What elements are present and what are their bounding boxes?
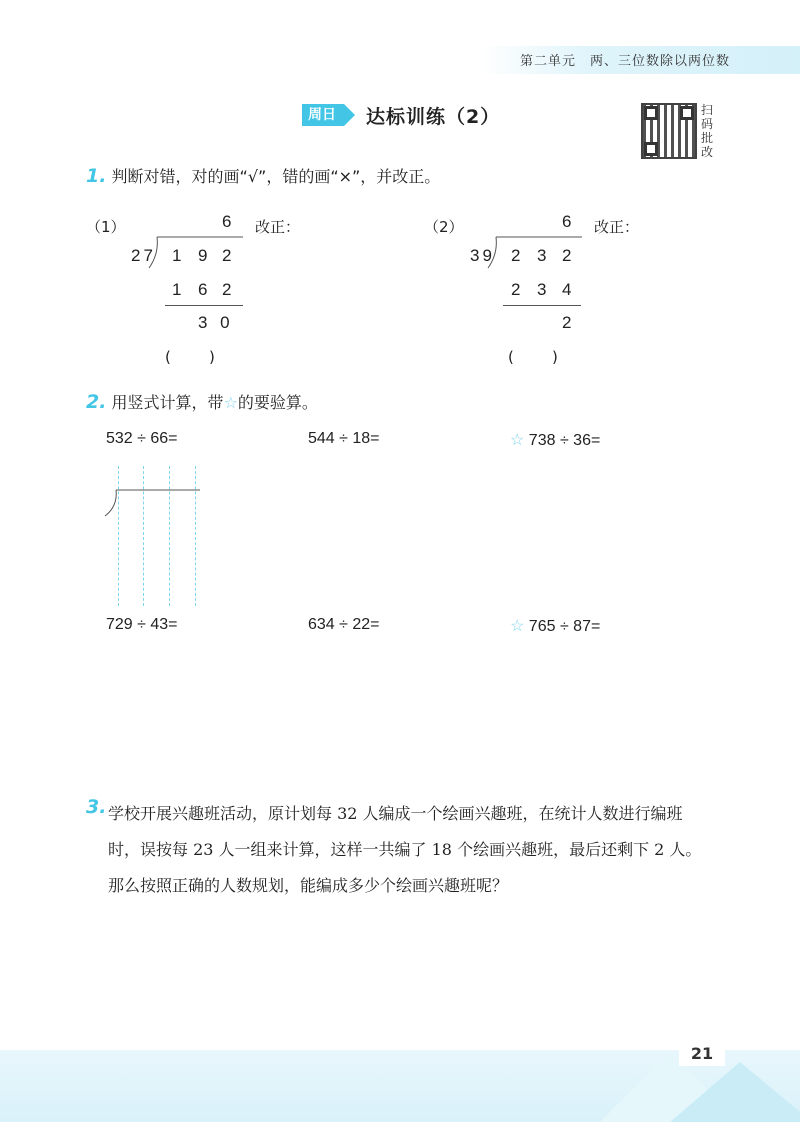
problem-1-product-digit: 2 (222, 280, 232, 299)
question-2-header (86, 390, 318, 413)
problem-1-quotient: 6 (222, 212, 232, 231)
problem-2-answer-paren[interactable]: ( ) (508, 348, 558, 366)
problem-2-subtract-line (503, 305, 581, 306)
problem-1-dividend-digit: 9 (198, 246, 208, 265)
problem-1-product-digit: 1 (172, 280, 182, 299)
question-3-line: 学校开展兴趣班活动，原计划每 32 人编成一个绘画兴趣班，在统计人数进行编班 (108, 804, 683, 823)
problem-2-dividend-digit: 3 (537, 246, 547, 265)
calc-item: 634 ÷ 22= (308, 616, 380, 633)
topic-label: 两、三位数除以两位数 (590, 54, 731, 69)
problem-2-remainder: 2 (562, 313, 572, 332)
qr-corner (680, 106, 694, 120)
page-title: 达标训练（2） (366, 106, 501, 128)
problem-1-subtract-line (165, 305, 243, 306)
header-text (520, 50, 744, 69)
problem-1-dividend-digit: 2 (222, 246, 232, 265)
guide-dashed-line (143, 466, 144, 606)
guide-dashed-line (195, 466, 196, 606)
problem-2-product-digit: 4 (562, 280, 572, 299)
question-3-line: 那么按照正确的人数规划，能编成多少个绘画兴趣班呢？ (108, 876, 509, 895)
problem-1-dividend-digit: 1 (172, 246, 182, 265)
division-guide-bracket (100, 486, 204, 518)
calc-item-check (510, 616, 600, 636)
qr-corner (644, 106, 658, 120)
problem-2-quotient: 6 (562, 212, 572, 231)
question-text-after: 的要验算。 (237, 393, 318, 412)
problem-1-divisor: 27 (131, 246, 156, 265)
problem-1-product-digit: 6 (198, 280, 208, 299)
question-text: 判断对错，对的画“√”，错的画“×”，并改正。 (111, 167, 441, 186)
question-number: 1. (86, 165, 107, 187)
problem-2-dividend-digit: 2 (562, 246, 572, 265)
problem-2-dividend-digit: 2 (511, 246, 521, 265)
problem-2-fix-label: 改正： (594, 218, 640, 236)
guide-dashed-line (169, 466, 170, 606)
qr-label: 扫码批改 (701, 103, 714, 159)
question-text-before: 用竖式计算，带 (111, 393, 224, 412)
problem-1-remainder: 3 0 (198, 313, 230, 332)
calc-expression: 765 ÷ 87= (528, 618, 601, 635)
question-number: 3. (86, 796, 107, 818)
problem-1-answer-paren[interactable]: ( ) (165, 348, 215, 366)
star-icon: ☆ (510, 432, 525, 449)
calc-item-check (510, 430, 600, 450)
unit-label: 第二单元 (520, 54, 577, 69)
calc-item: 544 ÷ 18= (308, 430, 380, 447)
qr-corner (644, 142, 658, 156)
problem-2-label: （2） (424, 218, 464, 236)
question-number: 2. (86, 391, 107, 413)
problem-2-divisor: 39 (470, 246, 495, 265)
star-icon: ☆ (510, 618, 525, 635)
problem-2-product-digit: 2 (511, 280, 521, 299)
problem-2-product-digit: 3 (537, 280, 547, 299)
question-3-number (86, 796, 106, 818)
calc-expression: 738 ÷ 36= (528, 432, 601, 449)
guide-dashed-line (118, 466, 119, 606)
problem-1-label: （1） (86, 218, 126, 236)
page-number: 21 (679, 1042, 725, 1066)
calc-item: 729 ÷ 43= (106, 616, 178, 633)
calc-item: 532 ÷ 66= (106, 430, 178, 447)
week-badge: 周日 (302, 104, 344, 126)
question-3-line: 时，误按每 23 人一组来计算，这样一共编了 18 个绘画兴趣班，最后还剩下 2 人。 (108, 840, 702, 859)
question-3-text (108, 796, 728, 904)
qr-code-icon[interactable] (641, 103, 697, 159)
question-1-header (86, 164, 440, 187)
problem-1-fix-label: 改正： (255, 218, 301, 236)
star-icon: ☆ (223, 393, 238, 412)
footer-decoration (560, 1022, 800, 1122)
